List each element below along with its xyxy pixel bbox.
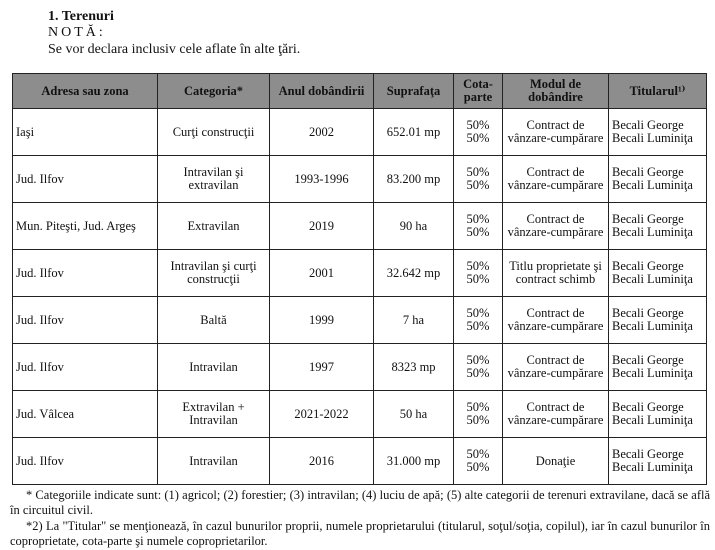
share-value: 50% [466, 225, 490, 239]
share-value: 50% [466, 319, 490, 333]
share-value: 50% [466, 353, 490, 367]
cell-address: Jud. Ilfov [13, 156, 158, 203]
cell-category: Curţi construcţii [158, 109, 270, 156]
share-value: 50% [466, 131, 490, 145]
cell-category: Extravilan + Intravilan [158, 391, 270, 438]
cell-share [454, 109, 503, 156]
cell-holder [609, 109, 707, 156]
cell-share [454, 156, 503, 203]
cell-category: Extravilan [158, 203, 270, 250]
holder-name: Becali George [612, 165, 684, 179]
cell-year: 1993-1996 [270, 156, 374, 203]
cell-category: Intravilan şi extravilan [158, 156, 270, 203]
holder-name: Becali George [612, 306, 684, 320]
cell-mode: Titlu proprietate şi contract schimb [503, 250, 609, 297]
cell-mode: Contract de vânzare-cumpărare [503, 391, 609, 438]
share-value: 50% [466, 272, 490, 286]
nota-label: NOTĂ: [48, 25, 106, 40]
cell-mode: Contract de vânzare-cumpărare [503, 109, 609, 156]
cell-address: Jud. Ilfov [13, 297, 158, 344]
section-title: 1. Terenuri [48, 9, 114, 24]
cell-address: Jud. Vâlcea [13, 391, 158, 438]
holder-name: Becali George [612, 447, 684, 461]
cell-address: Jud. Ilfov [13, 344, 158, 391]
table-row [13, 297, 707, 344]
cell-area: 8323 mp [374, 344, 454, 391]
share-value: 50% [466, 413, 490, 427]
header-category: Categoria* [158, 74, 270, 109]
cell-address: Iaşi [13, 109, 158, 156]
cell-holder [609, 203, 707, 250]
cell-share [454, 344, 503, 391]
cell-mode: Contract de vânzare-cumpărare [503, 156, 609, 203]
cell-category: Intravilan [158, 344, 270, 391]
cell-area: 83.200 mp [374, 156, 454, 203]
header-share: Cota-parte [454, 74, 503, 109]
holder-name: Becali Luminiţa [612, 460, 693, 474]
cell-area: 90 ha [374, 203, 454, 250]
table-row [13, 250, 707, 297]
holder-name: Becali Luminiţa [612, 131, 693, 145]
footnote-categories: * Categoriile indicate sunt: (1) agricol; (2) forestier; (3) intravilan; (4) luciu de apă; (5) alte categorii de terenuri extravilane, dacă se află în circuitul civil. [10, 488, 710, 517]
cell-holder [609, 391, 707, 438]
land-table [12, 73, 707, 485]
holder-name: Becali George [612, 212, 684, 226]
cell-share [454, 250, 503, 297]
share-value: 50% [466, 212, 490, 226]
header-mode: Modul de dobândire [503, 74, 609, 109]
nota-text: Se vor declara inclusiv cele aflate în alte ţări. [48, 42, 301, 57]
table-row [13, 203, 707, 250]
holder-name: Becali Luminiţa [612, 319, 693, 333]
cell-year: 2019 [270, 203, 374, 250]
cell-mode: Donaţie [503, 438, 609, 485]
cell-year: 2016 [270, 438, 374, 485]
cell-holder [609, 156, 707, 203]
holder-name: Becali Luminiţa [612, 225, 693, 239]
header-holder: Titularul¹⁾ [609, 74, 707, 109]
cell-area: 50 ha [374, 391, 454, 438]
footnote-titular: *2) La "Titular" se menţionează, în cazul bunurilor proprii, numele proprietarului (titularul, soţul/soţia, copilul), iar în cazul bunurilor în coproprietate, cota-parte şi numele coproprietarilor. [10, 519, 710, 548]
holder-name: Becali Luminiţa [612, 272, 693, 286]
holder-name: Becali George [612, 118, 684, 132]
table-row [13, 391, 707, 438]
holder-name: Becali Luminiţa [612, 413, 693, 427]
cell-mode: Contract de vânzare-cumpărare [503, 203, 609, 250]
cell-category: Intravilan şi curţi construcţii [158, 250, 270, 297]
share-value: 50% [466, 460, 490, 474]
cell-year: 2001 [270, 250, 374, 297]
share-value: 50% [466, 306, 490, 320]
holder-name: Becali George [612, 400, 684, 414]
table-header-row [13, 74, 707, 109]
cell-share [454, 391, 503, 438]
header-area: Suprafaţa [374, 74, 454, 109]
share-value: 50% [466, 178, 490, 192]
cell-year: 1999 [270, 297, 374, 344]
cell-year: 2021-2022 [270, 391, 374, 438]
cell-category: Intravilan [158, 438, 270, 485]
table-row [13, 344, 707, 391]
cell-address: Jud. Ilfov [13, 438, 158, 485]
cell-category: Baltă [158, 297, 270, 344]
share-value: 50% [466, 118, 490, 132]
holder-name: Becali George [612, 259, 684, 273]
table-row [13, 109, 707, 156]
holder-name: Becali George [612, 353, 684, 367]
holder-name: Becali Luminiţa [612, 178, 693, 192]
cell-share [454, 203, 503, 250]
cell-holder [609, 438, 707, 485]
cell-area: 32.642 mp [374, 250, 454, 297]
cell-holder [609, 250, 707, 297]
cell-year: 2002 [270, 109, 374, 156]
cell-share [454, 297, 503, 344]
cell-area: 652.01 mp [374, 109, 454, 156]
cell-mode: Contract de vânzare-cumpărare [503, 344, 609, 391]
share-value: 50% [466, 165, 490, 179]
cell-mode: Contract de vânzare-cumpărare [503, 297, 609, 344]
table-row [13, 156, 707, 203]
cell-area: 7 ha [374, 297, 454, 344]
cell-area: 31.000 mp [374, 438, 454, 485]
cell-year: 1997 [270, 344, 374, 391]
share-value: 50% [466, 366, 490, 380]
table-row [13, 438, 707, 485]
cell-share [454, 438, 503, 485]
holder-name: Becali Luminiţa [612, 366, 693, 380]
header-year: Anul dobândirii [270, 74, 374, 109]
share-value: 50% [466, 447, 490, 461]
header-address: Adresa sau zona [13, 74, 158, 109]
share-value: 50% [466, 259, 490, 273]
share-value: 50% [466, 400, 490, 414]
cell-holder [609, 344, 707, 391]
cell-holder [609, 297, 707, 344]
cell-address: Mun. Piteşti, Jud. Argeş [13, 203, 158, 250]
cell-address: Jud. Ilfov [13, 250, 158, 297]
